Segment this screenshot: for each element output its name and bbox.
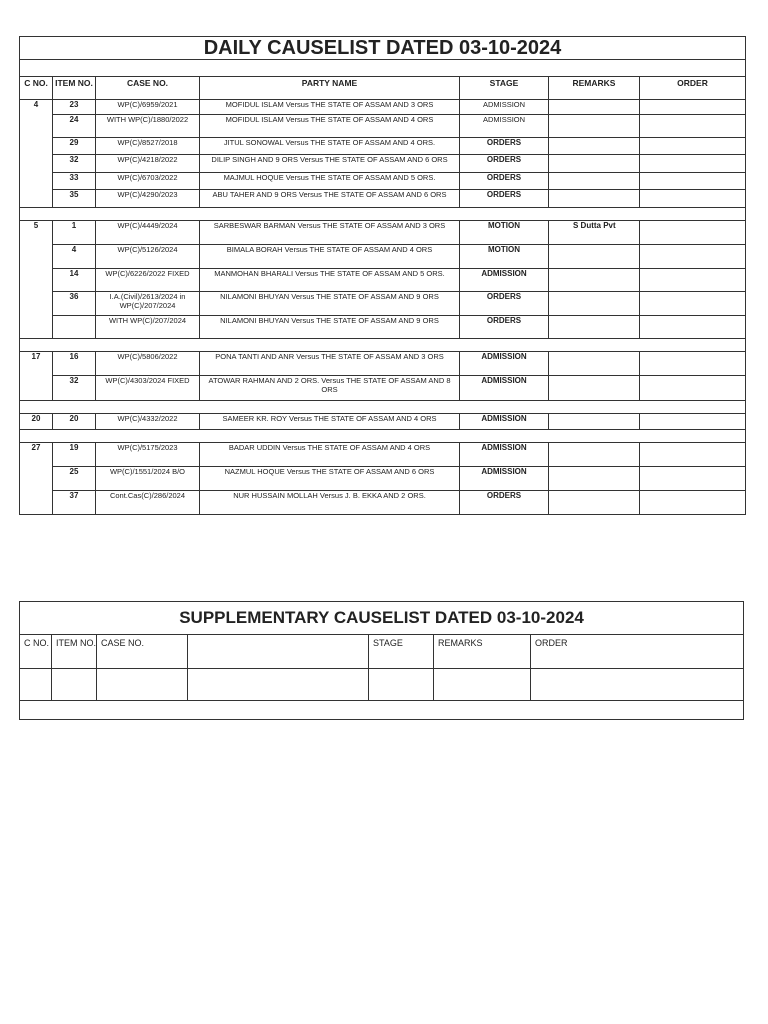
cell-party-name: DILIP SINGH AND 9 ORS Versus THE STATE OF ASSAM AND 6 ORS: [200, 155, 460, 173]
cell-remarks: [549, 115, 640, 138]
cell-order: [640, 316, 746, 339]
cell-stage: ORDERS: [460, 292, 549, 316]
cell-cno: 20: [20, 414, 53, 430]
cell-stage: ORDERS: [460, 190, 549, 208]
cell-remarks: [549, 467, 640, 491]
supp-header-remarks: REMARKS: [434, 635, 531, 669]
supplementary-header-row: [20, 635, 744, 669]
cell-order: [640, 245, 746, 269]
cell-stage: ORDERS: [460, 316, 549, 339]
cell-party-name: NUR HUSSAIN MOLLAH Versus J. B. EKKA AND 2 ORS.: [200, 491, 460, 515]
cell-cno: 27: [20, 443, 53, 515]
table-row: [20, 352, 746, 376]
cell-item-no: 19: [53, 443, 96, 467]
cell-order: [640, 100, 746, 115]
cell-order: [640, 352, 746, 376]
group-separator-row: [20, 430, 746, 443]
cell-party-name: JITUL SONOWAL Versus THE STATE OF ASSAM AND 4 ORS.: [200, 138, 460, 155]
cell-item-no: 4: [53, 245, 96, 269]
daily-header-row: [20, 77, 746, 100]
cell-remarks: [549, 491, 640, 515]
cell-order: [640, 491, 746, 515]
daily-causelist-title: DAILY CAUSELIST DATED 03-10-2024: [20, 37, 746, 60]
cell-case-no: WP(C)/4218/2022: [96, 155, 200, 173]
cell-stage: ADMISSION: [460, 467, 549, 491]
cell-stage: ORDERS: [460, 138, 549, 155]
cell-case-no: WP(C)/5126/2024: [96, 245, 200, 269]
cell-case-no: WP(C)/6226/2022 FIXED: [96, 269, 200, 292]
header-remarks: REMARKS: [549, 77, 640, 100]
cell-order: [640, 467, 746, 491]
supp-header-cno: C NO.: [20, 635, 52, 669]
header-stage: STAGE: [460, 77, 549, 100]
cell-party-name: SARBESWAR BARMAN Versus THE STATE OF ASSAM AND 3 ORS: [200, 221, 460, 245]
cell-order: [640, 443, 746, 467]
cell-case-no: WP(C)/5175/2023: [96, 443, 200, 467]
supp-header-order: ORDER: [531, 635, 744, 669]
cell-remarks: [549, 376, 640, 401]
cell-party-name: BADAR UDDIN Versus THE STATE OF ASSAM AND 4 ORS: [200, 443, 460, 467]
cell-remarks: [549, 443, 640, 467]
table-row: [20, 443, 746, 467]
table-row: [20, 190, 746, 208]
cell-order: [640, 190, 746, 208]
cell-cno: 4: [20, 100, 53, 208]
cell-order: [640, 221, 746, 245]
cell-remarks: [549, 414, 640, 430]
cell-case-no: WITH WP(C)/207/2024: [96, 316, 200, 339]
supplementary-causelist-title: SUPPLEMENTARY CAUSELIST DATED 03-10-2024: [20, 602, 744, 635]
cell-cno: 17: [20, 352, 53, 401]
cell-remarks: [549, 352, 640, 376]
table-row: [20, 155, 746, 173]
table-row: [20, 376, 746, 401]
cell-order: [640, 292, 746, 316]
cell-remarks: [549, 316, 640, 339]
table-row: [20, 414, 746, 430]
header-item-no: ITEM NO.: [53, 77, 96, 100]
table-row: [20, 269, 746, 292]
cell-stage: ORDERS: [460, 173, 549, 190]
cell-case-no: I.A.(Civil)/2613/2024 in WP(C)/207/2024: [96, 292, 200, 316]
cell-case-no: Cont.Cas(C)/286/2024: [96, 491, 200, 515]
cell-party-name: MAJMUL HOQUE Versus THE STATE OF ASSAM AND 5 ORS.: [200, 173, 460, 190]
table-row: [20, 100, 746, 115]
header-case-no: CASE NO.: [96, 77, 200, 100]
cell-case-no: WP(C)/1551/2024 B/O: [96, 467, 200, 491]
cell-party-name: MOFIDUL ISLAM Versus THE STATE OF ASSAM AND 4 ORS: [200, 115, 460, 138]
supplementary-causelist-table: [19, 601, 744, 720]
table-row: [20, 138, 746, 155]
cell-case-no: WP(C)/6959/2021: [96, 100, 200, 115]
cell-case-no: WP(C)/8527/2018: [96, 138, 200, 155]
table-row: [20, 491, 746, 515]
cell-stage: ADMISSION: [460, 376, 549, 401]
cell-item-no: 33: [53, 173, 96, 190]
cell-remarks: [549, 292, 640, 316]
cell-stage: ADMISSION: [460, 443, 549, 467]
cell-item-no: 35: [53, 190, 96, 208]
group-separator-row: [20, 401, 746, 414]
cell-remarks: [549, 173, 640, 190]
cell-party-name: MANMOHAN BHARALI Versus THE STATE OF ASSAM AND 5 ORS.: [200, 269, 460, 292]
cell-order: [640, 155, 746, 173]
cell-item-no: 37: [53, 491, 96, 515]
supplementary-empty-row: [20, 669, 744, 701]
blank-row: [20, 60, 746, 77]
cell-case-no: WP(C)/6703/2022: [96, 173, 200, 190]
cell-item-no: 1: [53, 221, 96, 245]
table-row: [20, 467, 746, 491]
cell-party-name: NAZMUL HOQUE Versus THE STATE OF ASSAM AND 6 ORS: [200, 467, 460, 491]
cell-stage: ADMISSION: [460, 100, 549, 115]
cell-stage: MOTION: [460, 221, 549, 245]
supp-header-case-no: CASE NO.: [97, 635, 188, 669]
cell-case-no: WP(C)/4303/2024 FIXED: [96, 376, 200, 401]
cell-party-name: SAMEER KR. ROY Versus THE STATE OF ASSAM AND 4 ORS: [200, 414, 460, 430]
cell-item-no: 23: [53, 100, 96, 115]
supp-header-party-name: [188, 635, 369, 669]
cell-order: [640, 138, 746, 155]
cell-party-name: ATOWAR RAHMAN AND 2 ORS. Versus THE STATE OF ASSAM AND 8 ORS: [200, 376, 460, 401]
cell-item-no: 32: [53, 376, 96, 401]
cell-case-no: WP(C)/5806/2022: [96, 352, 200, 376]
cell-stage: ORDERS: [460, 155, 549, 173]
cell-item-no: [53, 316, 96, 339]
group-separator-row: [20, 339, 746, 352]
cell-cno: 5: [20, 221, 53, 339]
table-row: [20, 173, 746, 190]
supp-header-stage: STAGE: [369, 635, 434, 669]
cell-party-name: BIMALA BORAH Versus THE STATE OF ASSAM AND 4 ORS: [200, 245, 460, 269]
supp-header-item-no: ITEM NO.: [52, 635, 97, 669]
header-order: ORDER: [640, 77, 746, 100]
cell-remarks: [549, 190, 640, 208]
cell-stage: ADMISSION: [460, 414, 549, 430]
cell-party-name: MOFIDUL ISLAM Versus THE STATE OF ASSAM AND 3 ORS: [200, 100, 460, 115]
table-row: [20, 245, 746, 269]
table-row: [20, 115, 746, 138]
cell-party-name: ABU TAHER AND 9 ORS Versus THE STATE OF ASSAM AND 6 ORS: [200, 190, 460, 208]
cell-order: [640, 376, 746, 401]
cell-item-no: 14: [53, 269, 96, 292]
cell-item-no: 32: [53, 155, 96, 173]
group-separator-row: [20, 208, 746, 221]
cell-party-name: PONA TANTI AND ANR Versus THE STATE OF ASSAM AND 3 ORS: [200, 352, 460, 376]
cell-remarks: [549, 100, 640, 115]
cell-item-no: 29: [53, 138, 96, 155]
cell-order: [640, 414, 746, 430]
table-row: [20, 221, 746, 245]
cell-item-no: 25: [53, 467, 96, 491]
cell-stage: ADMISSION: [460, 352, 549, 376]
table-row: [20, 292, 746, 316]
daily-causelist-table: [19, 36, 746, 515]
cell-order: [640, 269, 746, 292]
cell-remarks: [549, 245, 640, 269]
cell-remarks: [549, 138, 640, 155]
cell-stage: ADMISSION: [460, 115, 549, 138]
cell-item-no: 16: [53, 352, 96, 376]
cell-item-no: 36: [53, 292, 96, 316]
cell-party-name: NILAMONI BHUYAN Versus THE STATE OF ASSAM AND 9 ORS: [200, 292, 460, 316]
header-cno: C NO.: [20, 77, 53, 100]
cell-stage: ADMISSION: [460, 269, 549, 292]
cell-case-no: WP(C)/4290/2023: [96, 190, 200, 208]
cell-stage: MOTION: [460, 245, 549, 269]
cell-remarks: [549, 155, 640, 173]
table-row: [20, 316, 746, 339]
cell-remarks: [549, 269, 640, 292]
cell-case-no: WITH WP(C)/1880/2022: [96, 115, 200, 138]
cell-remarks: S Dutta Pvt: [549, 221, 640, 245]
cell-party-name: NILAMONI BHUYAN Versus THE STATE OF ASSAM AND 9 ORS: [200, 316, 460, 339]
header-party-name: PARTY NAME: [200, 77, 460, 100]
supplementary-footer-row: [20, 701, 744, 720]
cell-case-no: WP(C)/4332/2022: [96, 414, 200, 430]
cell-item-no: 24: [53, 115, 96, 138]
cell-order: [640, 115, 746, 138]
cell-case-no: WP(C)/4449/2024: [96, 221, 200, 245]
cell-item-no: 20: [53, 414, 96, 430]
cell-order: [640, 173, 746, 190]
cell-stage: ORDERS: [460, 491, 549, 515]
